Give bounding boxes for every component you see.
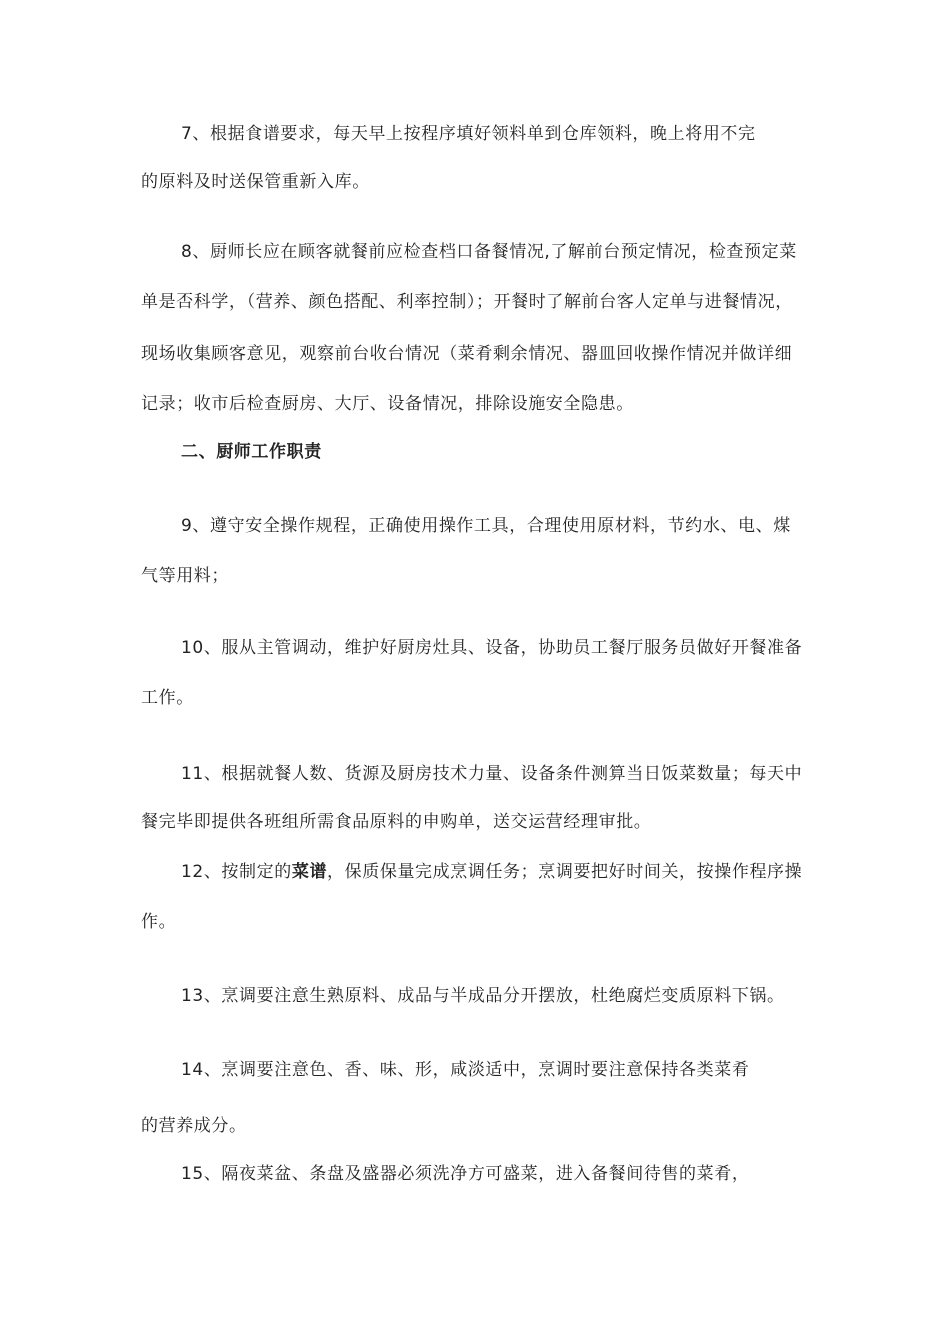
paragraph-14-line-2: 的营养成分。	[141, 1116, 247, 1136]
paragraph-10-line-2: 工作。	[141, 688, 194, 708]
paragraph-10-line-1: 10、服从主管调动，维护好厨房灶具、设备，协助员工餐厅服务员做好开餐准备	[181, 638, 803, 658]
paragraph-11-line-1: 11、根据就餐人数、货源及厨房技术力量、设备条件测算当日饭菜数量；每天中	[181, 764, 803, 784]
paragraph-12-line-1	[181, 860, 802, 884]
paragraph-8-line-2: 单是否科学，（营养、颜色搭配、利率控制）；开餐时了解前台客人定单与进餐情况，	[141, 292, 793, 312]
paragraph-12-line-2: 作。	[141, 912, 177, 932]
paragraph-7-line-1: 7、根据食谱要求，每天早上按程序填好领料单到仓库领料，晚上将用不完	[181, 124, 756, 144]
paragraph-11-line-2: 餐完毕即提供各班组所需食品原料的申购单，送交运营经理审批。	[141, 812, 652, 832]
section-heading: 二、厨师工作职责	[181, 442, 322, 462]
paragraph-13-line-1: 13、烹调要注意生熟原料、成品与半成品分开摆放，杜绝腐烂变质原料下锅。	[181, 986, 785, 1006]
paragraph-14-line-1: 14、烹调要注意色、香、味、形，咸淡适中，烹调时要注意保持各类菜肴	[181, 1060, 750, 1080]
paragraph-9-line-2: 气等用料；	[141, 566, 229, 586]
paragraph-8-line-4: 记录；收市后检查厨房、大厅、设备情况，排除设施安全隐患。	[141, 394, 634, 414]
paragraph-8-line-3: 现场收集顾客意见，观察前台收台情况（菜肴剩余情况、器皿回收操作情况并做详细	[141, 344, 793, 364]
paragraph-15-line-1: 15、隔夜菜盆、条盘及盛器必须洗净方可盛菜，进入备餐间待售的菜肴，	[181, 1164, 750, 1184]
paragraph-12-text-b: ，保质保量完成烹调任务；烹调要把好时间关，按操作程序操	[327, 862, 803, 882]
paragraph-9-line-1: 9、遵守安全操作规程，正确使用操作工具，合理使用原材料，节约水、电、煤	[181, 516, 791, 536]
paragraph-12-text-a: 12、按制定的	[181, 862, 292, 882]
recipe-link-bold: 菜谱	[291, 862, 328, 882]
paragraph-8-line-1: 8、厨师长应在顾客就餐前应检查档口备餐情况,了解前台预定情况，检查预定菜	[181, 242, 797, 262]
paragraph-7-line-2: 的原料及时送保管重新入库。	[141, 172, 370, 192]
